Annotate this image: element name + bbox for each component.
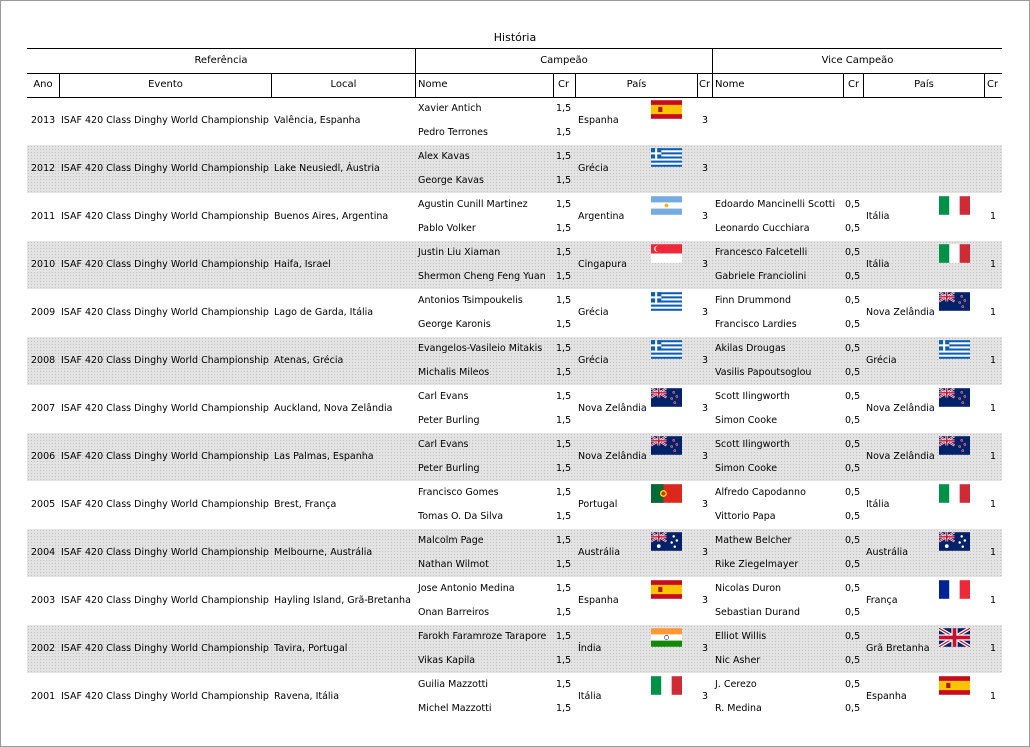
year-cell: 2010	[31, 259, 56, 270]
vice-name-1: Francesco Falcetelli	[715, 247, 808, 258]
vice-cr-1: 0,5	[845, 679, 861, 690]
vice-cr-1: 0,5	[845, 631, 861, 642]
vice-name-2: Sebastian Durand	[715, 607, 801, 618]
champion-cr-2: 1,5	[556, 175, 572, 186]
vice-name-2: Vasilis Papoutsoglou	[715, 367, 812, 378]
table-row	[27, 529, 1002, 577]
year-cell: 2013	[31, 115, 56, 126]
australia-flag	[939, 532, 970, 551]
champion-cr-1: 1,5	[556, 391, 572, 402]
champion-cr-2: 1,5	[556, 271, 572, 282]
australia-flag	[651, 532, 682, 551]
vice-cr-1: 0,5	[845, 535, 861, 546]
vice-country: Nova Zelândia	[866, 451, 935, 462]
vice-cr-2: 0,5	[845, 463, 861, 474]
champion-cr-1: 1,5	[556, 151, 572, 162]
event-cell: ISAF 420 Class Dinghy World Championship	[61, 403, 269, 414]
vice-cr-1: 0,5	[845, 343, 861, 354]
table-row	[27, 97, 1002, 145]
vice-name-2: R. Medina	[715, 703, 762, 714]
champion-cr-total: 3	[702, 691, 709, 702]
location-cell: Hayling Island, Grã-Bretanha	[274, 595, 411, 606]
vice-name-2: Simon Cooke	[715, 415, 778, 426]
spain-flag	[939, 676, 970, 695]
year-cell: 2003	[31, 595, 56, 606]
champion-name-1: Alex Kavas	[418, 151, 470, 162]
champion-cr-total: 3	[702, 547, 709, 558]
event-cell: ISAF 420 Class Dinghy World Championship	[61, 163, 269, 174]
vice-country: Itália	[866, 211, 890, 222]
vice-name-1: Akilas Drougas	[715, 343, 786, 354]
vice-cr-total: 1	[990, 451, 997, 462]
col-header-cr-vice: Cr	[848, 79, 860, 90]
spain-flag	[651, 100, 682, 119]
champion-name-1: Farokh Faramroze Tarapore	[418, 631, 547, 642]
col-header-nome-vice: Nome	[715, 79, 745, 90]
col-header-pais: País	[626, 79, 647, 90]
italy-flag	[939, 196, 970, 215]
greece-flag	[651, 340, 682, 359]
champion-name-1: Carl Evans	[418, 391, 469, 402]
champion-country: Austrália	[578, 547, 621, 558]
table-row	[27, 625, 1002, 673]
italy-flag	[939, 244, 970, 263]
champion-name-2: Nathan Wilmot	[418, 559, 489, 570]
champion-name-2: Michalis Mileos	[418, 367, 490, 378]
champion-name-2: Tomas O. Da Silva	[418, 511, 504, 522]
champion-cr-1: 1,5	[556, 631, 572, 642]
year-cell: 2006	[31, 451, 56, 462]
champion-cr-1: 1,5	[556, 295, 572, 306]
champion-cr-2: 1,5	[556, 463, 572, 474]
col-header-evento: Evento	[148, 79, 183, 90]
champion-name-2: Peter Burling	[418, 415, 480, 426]
vice-cr-2: 0,5	[845, 703, 861, 714]
vice-country: Itália	[866, 259, 890, 270]
vice-name-1: J. Cerezo	[715, 679, 757, 690]
greece-flag	[939, 340, 970, 359]
champion-cr-total: 3	[702, 499, 709, 510]
champion-cr-2: 1,5	[556, 367, 572, 378]
champion-country: Grécia	[578, 355, 609, 366]
vice-cr-2: 0,5	[845, 559, 861, 570]
champion-cr-total: 3	[702, 115, 709, 126]
vice-cr-1: 0,5	[845, 391, 861, 402]
year-cell: 2002	[31, 643, 56, 654]
champion-cr-2: 1,5	[556, 223, 572, 234]
vice-cr-1: 0,5	[845, 583, 861, 594]
vice-name-1: Elliot Willis	[715, 631, 767, 642]
champion-name-2: Pablo Volker	[418, 223, 476, 234]
new-zealand-flag	[651, 436, 682, 455]
location-cell: Las Palmas, Espanha	[274, 451, 374, 462]
champion-country: Nova Zelândia	[578, 451, 647, 462]
group-header-campeao: Campeão	[540, 55, 588, 66]
champion-name-1: Malcolm Page	[418, 535, 484, 546]
vice-cr-1: 0,5	[845, 295, 861, 306]
location-cell: Auckland, Nova Zelândia	[274, 403, 393, 414]
vice-cr-total: 1	[990, 643, 997, 654]
vice-cr-total: 1	[990, 259, 997, 270]
vice-name-1: Alfredo Capodanno	[715, 487, 806, 498]
vice-cr-1: 0,5	[845, 439, 861, 450]
col-header-pais-vice: País	[914, 79, 934, 90]
year-cell: 2009	[31, 307, 56, 318]
new-zealand-flag	[939, 388, 970, 407]
col-header-ano: Ano	[33, 79, 53, 90]
table-row	[27, 673, 1002, 721]
col-header-local: Local	[330, 79, 357, 90]
champion-country: Cingapura	[578, 259, 627, 270]
table-row	[27, 145, 1002, 193]
vice-name-1: Scott Ilingworth	[715, 439, 790, 450]
year-cell: 2005	[31, 499, 56, 510]
champion-name-2: George Kavas	[418, 175, 484, 186]
champion-cr-2: 1,5	[556, 511, 572, 522]
page-title: História	[493, 31, 537, 44]
year-cell: 2012	[31, 163, 56, 174]
event-cell: ISAF 420 Class Dinghy World Championship	[61, 451, 269, 462]
champion-name-2: Peter Burling	[418, 463, 480, 474]
col-header-cr: Cr	[558, 79, 570, 90]
champion-cr-total: 3	[702, 355, 709, 366]
event-cell: ISAF 420 Class Dinghy World Championship	[61, 259, 269, 270]
champion-cr-1: 1,5	[556, 199, 572, 210]
table-row	[27, 337, 1002, 385]
col-header-cr-total: Cr	[699, 79, 711, 90]
location-cell: Lago de Garda, Itália	[274, 307, 374, 318]
vice-cr-total: 1	[990, 691, 997, 702]
champion-country: Nova Zelândia	[578, 403, 647, 414]
vice-cr-2: 0,5	[845, 655, 861, 666]
vice-cr-1: 0,5	[845, 247, 861, 258]
vice-cr-total: 1	[990, 499, 997, 510]
vice-name-2: Francisco Lardies	[715, 319, 797, 330]
italy-flag	[939, 484, 970, 503]
italy-flag	[651, 676, 682, 695]
uk-flag	[939, 628, 970, 647]
vice-country: Espanha	[866, 691, 907, 702]
argentina-flag	[651, 196, 682, 215]
champion-name-1: Justin Liu Xiaman	[418, 247, 501, 258]
vice-cr-2: 0,5	[845, 415, 861, 426]
champion-cr-total: 3	[702, 595, 709, 606]
location-cell: Brest, França	[274, 499, 337, 510]
champion-name-1: Agustin Cunill Martinez	[418, 199, 528, 210]
vice-country: Grécia	[866, 355, 897, 366]
vice-country: Itália	[866, 499, 890, 510]
champion-name-2: Pedro Terrones	[418, 127, 488, 138]
location-cell: Atenas, Grécia	[274, 355, 344, 366]
table-row	[27, 481, 1002, 529]
table-row	[27, 577, 1002, 625]
champion-country: Espanha	[578, 595, 619, 606]
group-header-referencia: Referência	[194, 55, 248, 66]
vice-cr-2: 0,5	[845, 511, 861, 522]
vice-country: França	[866, 595, 898, 606]
champion-cr-1: 1,5	[556, 439, 572, 450]
spain-flag	[651, 580, 682, 599]
champion-country: Grécia	[578, 307, 609, 318]
champion-country: Argentina	[578, 211, 625, 222]
event-cell: ISAF 420 Class Dinghy World Championship	[61, 355, 269, 366]
vice-cr-total: 1	[990, 307, 997, 318]
location-cell: Haifa, Israel	[274, 259, 331, 270]
champion-cr-1: 1,5	[556, 487, 572, 498]
vice-country: Nova Zelândia	[866, 307, 935, 318]
table-row	[27, 241, 1002, 289]
champion-cr-2: 1,5	[556, 655, 572, 666]
table-row	[27, 289, 1002, 337]
greece-flag	[651, 292, 682, 311]
champion-country: Itália	[578, 691, 602, 702]
champion-name-2: Shermon Cheng Feng Yuan	[418, 271, 546, 282]
vice-cr-1: 0,5	[845, 199, 861, 210]
vice-name-2: Gabriele Franciolini	[715, 271, 807, 282]
event-cell: ISAF 420 Class Dinghy World Championship	[61, 307, 269, 318]
vice-cr-total: 1	[990, 355, 997, 366]
champion-cr-total: 3	[702, 163, 709, 174]
group-header-vice: Vice Campeão	[821, 55, 894, 66]
col-header-cr-total-vice: Cr	[987, 79, 999, 90]
champion-country: Espanha	[578, 115, 619, 126]
event-cell: ISAF 420 Class Dinghy World Championship	[61, 643, 269, 654]
event-cell: ISAF 420 Class Dinghy World Championship	[61, 499, 269, 510]
vice-name-2: Simon Cooke	[715, 463, 778, 474]
location-cell: Valência, Espanha	[274, 115, 361, 126]
champion-name-1: Antonios Tsimpoukelis	[418, 295, 523, 306]
year-cell: 2011	[31, 211, 56, 222]
location-cell: Buenos Aires, Argentina	[274, 211, 389, 222]
year-cell: 2007	[31, 403, 56, 414]
year-cell: 2004	[31, 547, 56, 558]
champion-cr-2: 1,5	[556, 319, 572, 330]
vice-name-2: Rike Ziegelmayer	[715, 559, 799, 570]
champion-name-2: George Karonis	[418, 319, 491, 330]
vice-name-1: Scott Ilingworth	[715, 391, 790, 402]
location-cell: Ravena, Itália	[274, 691, 340, 702]
vice-cr-2: 0,5	[845, 319, 861, 330]
champion-cr-1: 1,5	[556, 247, 572, 258]
event-cell: ISAF 420 Class Dinghy World Championship	[61, 115, 269, 126]
table-row	[27, 385, 1002, 433]
champion-country: Índia	[578, 643, 602, 654]
singapore-flag	[651, 244, 682, 263]
champion-cr-total: 3	[702, 451, 709, 462]
vice-name-1: Nicolas Duron	[715, 583, 782, 594]
event-cell: ISAF 420 Class Dinghy World Championship	[61, 691, 269, 702]
year-cell: 2001	[31, 691, 56, 702]
champion-cr-total: 3	[702, 403, 709, 414]
champion-cr-1: 1,5	[556, 103, 572, 114]
champion-cr-1: 1,5	[556, 679, 572, 690]
champion-name-2: Vikas Kapila	[418, 655, 476, 666]
vice-name-2: Nic Asher	[715, 655, 761, 666]
vice-name-2: Vittorio Papa	[715, 511, 776, 522]
vice-name-1: Finn Drummond	[715, 295, 792, 306]
new-zealand-flag	[651, 388, 682, 407]
new-zealand-flag	[939, 292, 970, 311]
vice-name-1: Edoardo Mancinelli Scotti	[715, 199, 836, 210]
india-flag	[651, 628, 682, 647]
event-cell: ISAF 420 Class Dinghy World Championship	[61, 211, 269, 222]
vice-name-2: Leonardo Cucchiara	[715, 223, 810, 234]
vice-cr-1: 0,5	[845, 487, 861, 498]
champion-cr-2: 1,5	[556, 703, 572, 714]
vice-cr-total: 1	[990, 403, 997, 414]
champion-name-1: Xavier Antich	[418, 103, 482, 114]
location-cell: Melbourne, Austrália	[274, 547, 373, 558]
vice-cr-total: 1	[990, 547, 997, 558]
table-row	[27, 433, 1002, 481]
vice-cr-2: 0,5	[845, 367, 861, 378]
champion-cr-total: 3	[702, 211, 709, 222]
champion-cr-total: 3	[702, 259, 709, 270]
vice-cr-total: 1	[990, 595, 997, 606]
champion-cr-2: 1,5	[556, 607, 572, 618]
champion-name-1: Evangelos-Vasileio Mitakis	[418, 343, 543, 354]
vice-name-1: Mathew Belcher	[715, 535, 792, 546]
table-row	[27, 193, 1002, 241]
year-cell: 2008	[31, 355, 56, 366]
champion-cr-2: 1,5	[556, 559, 572, 570]
portugal-flag	[651, 484, 682, 503]
location-cell: Lake Neusiedl, Áustria	[274, 163, 380, 174]
vice-cr-2: 0,5	[845, 271, 861, 282]
champion-name-2: Michel Mazzotti	[418, 703, 492, 714]
champion-name-1: Guilia Mazzotti	[418, 679, 489, 690]
event-cell: ISAF 420 Class Dinghy World Championship	[61, 547, 269, 558]
new-zealand-flag	[939, 436, 970, 455]
vice-cr-2: 0,5	[845, 223, 861, 234]
location-cell: Tavira, Portugal	[274, 643, 348, 654]
event-cell: ISAF 420 Class Dinghy World Championship	[61, 595, 269, 606]
vice-country: Nova Zelândia	[866, 403, 935, 414]
champion-name-1: Jose Antonio Medina	[418, 583, 515, 594]
champion-cr-1: 1,5	[556, 343, 572, 354]
vice-country: Austrália	[866, 547, 909, 558]
champion-cr-1: 1,5	[556, 535, 572, 546]
champion-country: Grécia	[578, 163, 609, 174]
champion-cr-total: 3	[702, 643, 709, 654]
vice-country: Grã Bretanha	[866, 643, 930, 654]
col-header-nome: Nome	[418, 79, 448, 90]
champion-cr-total: 3	[702, 307, 709, 318]
champion-name-1: Carl Evans	[418, 439, 469, 450]
champion-name-1: Francisco Gomes	[418, 487, 499, 498]
vice-cr-total: 1	[990, 211, 997, 222]
greece-flag	[651, 148, 682, 167]
champion-country: Portugal	[578, 499, 618, 510]
champion-name-2: Onan Barreiros	[418, 607, 490, 618]
champion-cr-2: 1,5	[556, 127, 572, 138]
champion-cr-2: 1,5	[556, 415, 572, 426]
champion-cr-1: 1,5	[556, 583, 572, 594]
france-flag	[939, 580, 970, 599]
vice-cr-2: 0,5	[845, 607, 861, 618]
